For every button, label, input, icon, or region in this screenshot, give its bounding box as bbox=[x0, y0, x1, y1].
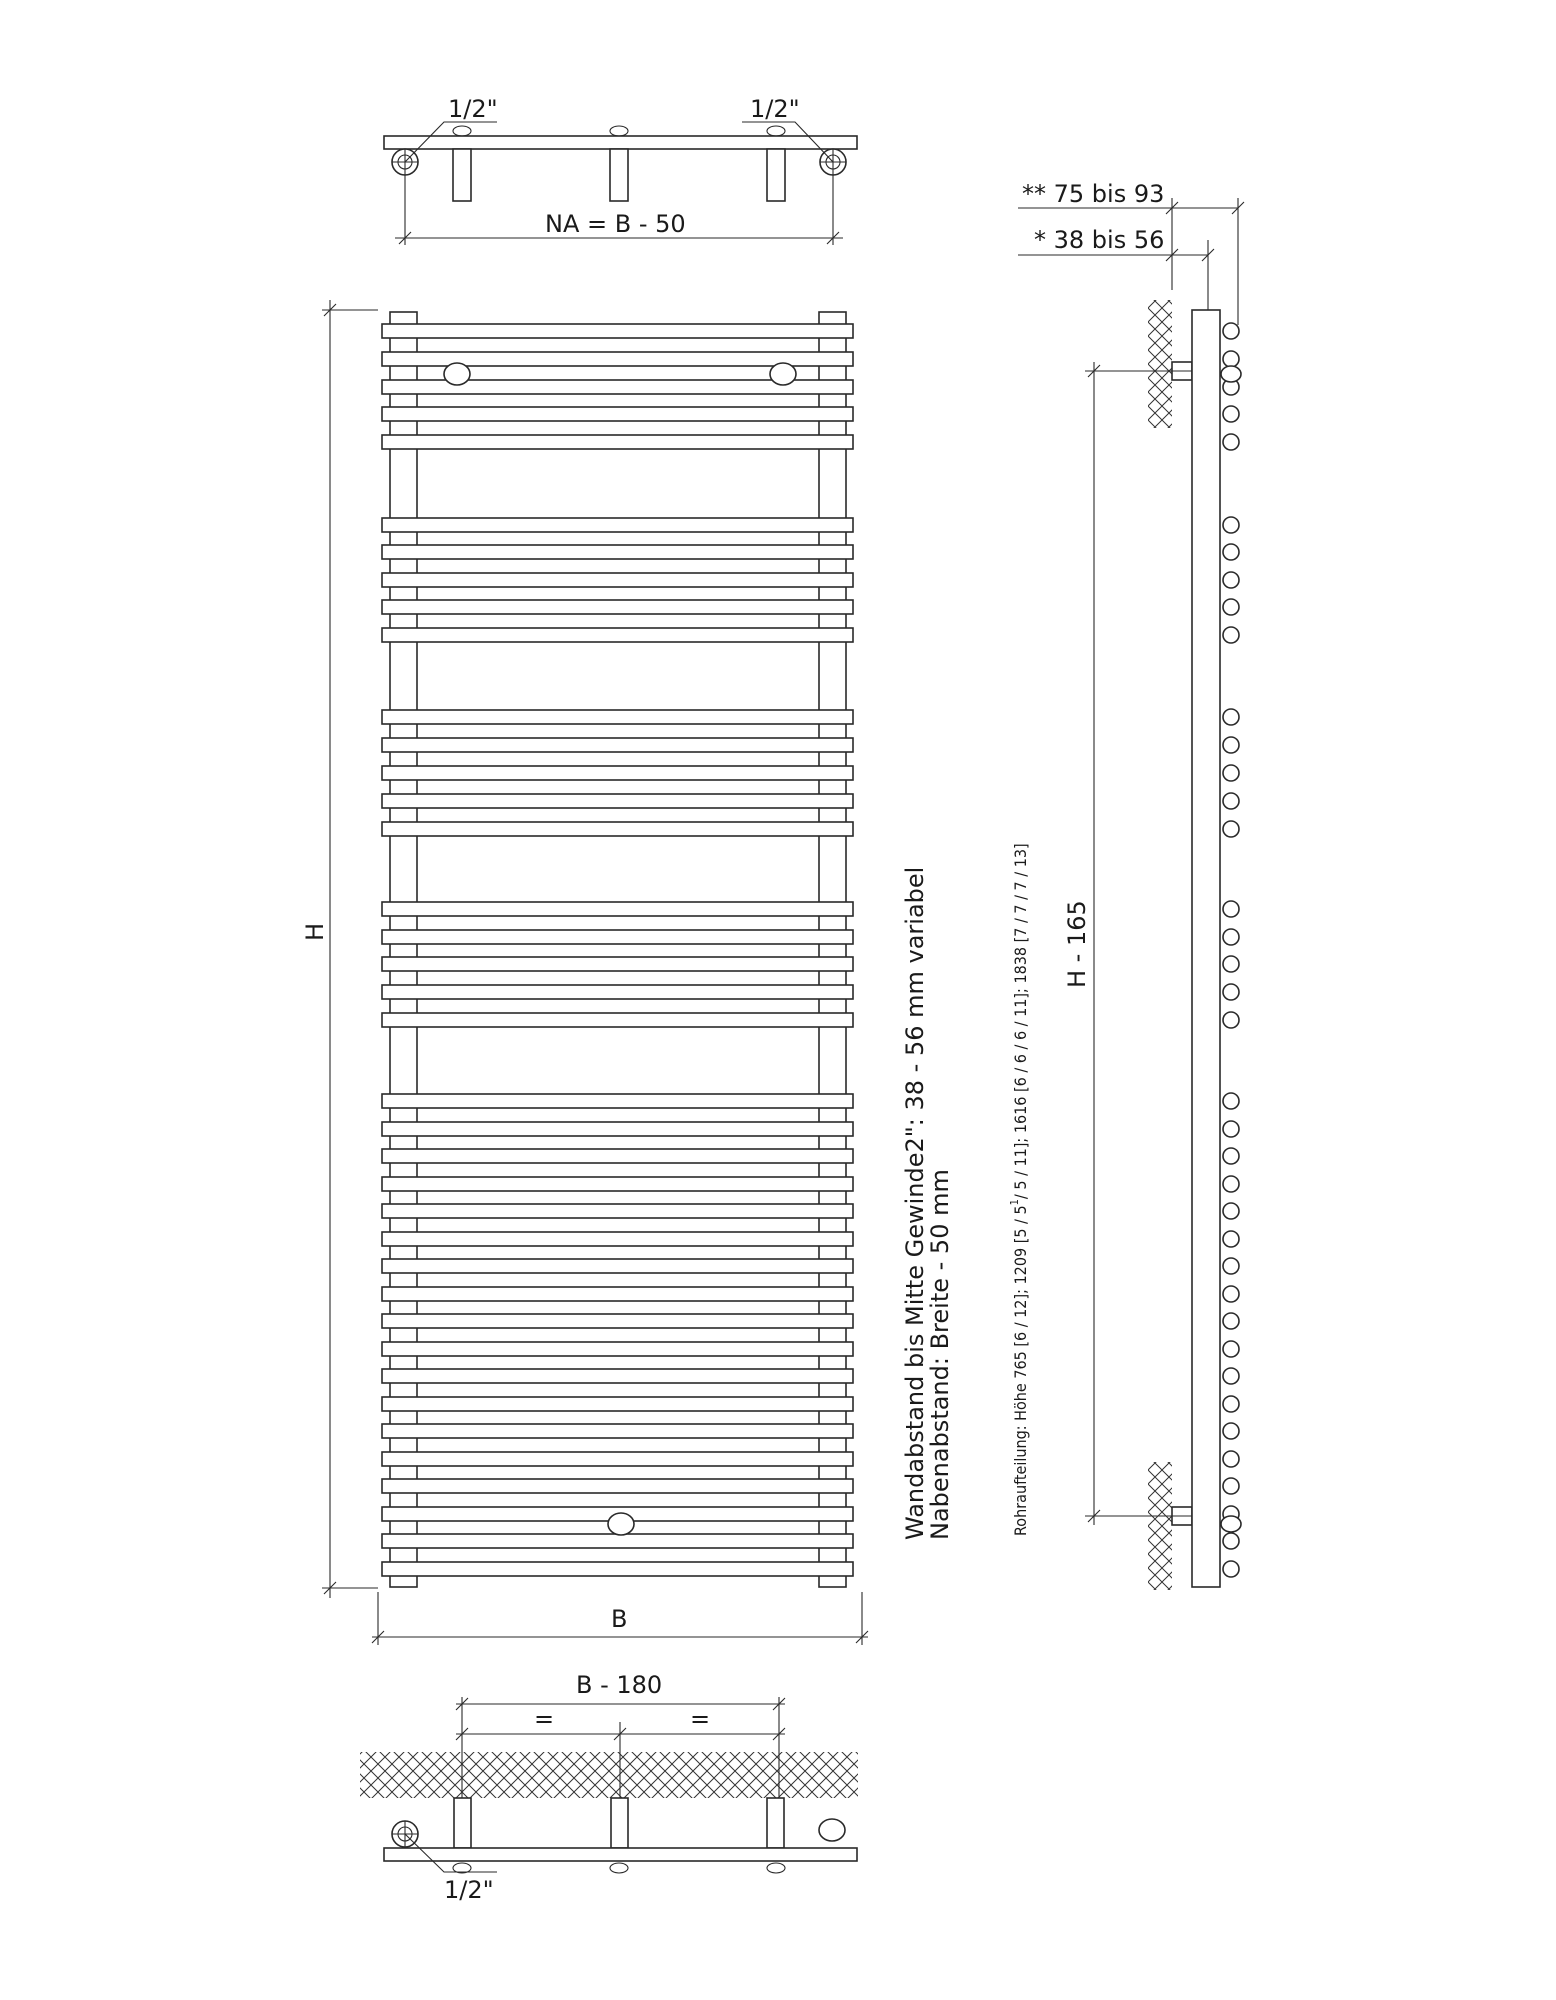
side-tube-end bbox=[1223, 1176, 1239, 1192]
top-view-bar bbox=[384, 136, 857, 149]
side-tube-end bbox=[1223, 1341, 1239, 1357]
top-view-peg-left bbox=[453, 149, 471, 201]
horizontal-tube bbox=[382, 985, 853, 999]
bottom-view-bar bbox=[384, 1848, 857, 1861]
side-tube-end bbox=[1223, 737, 1239, 753]
horizontal-tube bbox=[382, 1342, 853, 1356]
side-tube-end bbox=[1223, 599, 1239, 615]
side-tube-end bbox=[1223, 1533, 1239, 1549]
horizontal-tube bbox=[382, 957, 853, 971]
side-tube-end bbox=[1223, 1423, 1239, 1439]
equal-right-label: = bbox=[690, 1705, 711, 1733]
horizontal-tube bbox=[382, 930, 853, 944]
horizontal-tube bbox=[382, 738, 853, 752]
horizontal-tube bbox=[382, 600, 853, 614]
side-tube-end bbox=[1223, 406, 1239, 422]
note-hub-distance: Nabenabstand: Breite - 50 mm bbox=[926, 1169, 954, 1540]
side-tube-group bbox=[1223, 323, 1239, 1577]
side-tube-end bbox=[1223, 1203, 1239, 1219]
front-view bbox=[301, 300, 868, 1645]
side-tube-end bbox=[1223, 1258, 1239, 1274]
connection-oval-left bbox=[444, 363, 470, 385]
side-tube-end bbox=[1223, 765, 1239, 781]
horizontal-tube bbox=[382, 1177, 853, 1191]
top-view bbox=[384, 95, 857, 245]
bottom-connection-oval bbox=[819, 1819, 845, 1841]
horizontal-tube bbox=[382, 435, 853, 449]
horizontal-tube bbox=[382, 324, 853, 338]
bottom-peg-left bbox=[454, 1798, 471, 1848]
horizontal-tube bbox=[382, 822, 853, 836]
height-label: H bbox=[301, 922, 329, 941]
horizontal-tube bbox=[382, 1094, 853, 1108]
side-tube-end bbox=[1223, 1286, 1239, 1302]
top-left-thread-label: 1/2" bbox=[448, 95, 498, 123]
connection-oval-bottom bbox=[608, 1513, 634, 1535]
side-tube-end bbox=[1223, 434, 1239, 450]
horizontal-tube bbox=[382, 1562, 853, 1576]
wall-distance-max-label: ** 75 bis 93 bbox=[1022, 180, 1165, 208]
side-tube-end bbox=[1223, 351, 1239, 367]
hub-distance-label: NA = B - 50 bbox=[545, 210, 686, 238]
side-tube-end bbox=[1223, 1093, 1239, 1109]
side-tube-end bbox=[1223, 901, 1239, 917]
note-wall-distance: Wandabstand bis Mitte Gewinde2": 38 - 56 mm variabel bbox=[901, 866, 929, 1540]
wall-hatch-lower bbox=[1148, 1462, 1172, 1590]
horizontal-tube bbox=[382, 1232, 853, 1246]
side-tube-end bbox=[1223, 1396, 1239, 1412]
horizontal-tube bbox=[382, 1397, 853, 1411]
horizontal-tube bbox=[382, 1149, 853, 1163]
side-tube-end bbox=[1223, 1561, 1239, 1577]
side-tube-end bbox=[1223, 1313, 1239, 1329]
horizontal-tube bbox=[382, 1314, 853, 1328]
bottom-width-label: B - 180 bbox=[576, 1671, 663, 1699]
side-tube-end bbox=[1223, 821, 1239, 837]
wall-hatch-upper bbox=[1148, 300, 1172, 428]
horizontal-tube bbox=[382, 1424, 853, 1438]
side-tube-end bbox=[1223, 1368, 1239, 1384]
horizontal-tube bbox=[382, 628, 853, 642]
horizontal-tube bbox=[382, 1479, 853, 1493]
horizontal-tube bbox=[382, 902, 853, 916]
horizontal-tube bbox=[382, 710, 853, 724]
collector-left bbox=[390, 312, 417, 1587]
horizontal-tube bbox=[382, 518, 853, 532]
horizontal-tube bbox=[382, 1204, 853, 1218]
tube-group bbox=[382, 324, 853, 1576]
horizontal-tube bbox=[382, 1452, 853, 1466]
side-tube-end bbox=[1223, 323, 1239, 339]
wall-hatch-bottom bbox=[360, 1752, 858, 1798]
collector-right bbox=[819, 312, 846, 1587]
bottom-thread-label: 1/2" bbox=[444, 1876, 494, 1904]
bottom-peg-middle bbox=[611, 1798, 628, 1848]
width-label: B bbox=[611, 1605, 628, 1633]
side-tube-end bbox=[1223, 1121, 1239, 1137]
equal-left-label: = bbox=[534, 1705, 555, 1733]
horizontal-tube bbox=[382, 573, 853, 587]
side-tube-end bbox=[1223, 1478, 1239, 1494]
side-tube-end bbox=[1223, 1231, 1239, 1247]
notes bbox=[901, 843, 1030, 1540]
horizontal-tube bbox=[382, 1369, 853, 1383]
horizontal-tube bbox=[382, 1534, 853, 1548]
side-tube-end bbox=[1223, 1148, 1239, 1164]
connection-oval-right bbox=[770, 363, 796, 385]
horizontal-tube bbox=[382, 794, 853, 808]
side-tube-end bbox=[1223, 984, 1239, 1000]
side-view bbox=[1018, 180, 1244, 1590]
note-tube-division: Rohraufteilung: Höhe 765 [6 / 12]; 1209 [$5 / 5^1/$ 5 / 11]; 1616 [6 / 6 / 6 / 11]; 1838 [7 / 7 / 7 / 13] bbox=[1008, 843, 1030, 1536]
horizontal-tube bbox=[382, 766, 853, 780]
top-right-thread-label: 1/2" bbox=[750, 95, 800, 123]
bottom-peg-right bbox=[767, 1798, 784, 1848]
side-height-label: H - 165 bbox=[1063, 900, 1091, 988]
wall-distance-min-label: * 38 bis 56 bbox=[1034, 226, 1165, 254]
horizontal-tube bbox=[382, 1122, 853, 1136]
side-tube-end bbox=[1223, 929, 1239, 945]
side-tube-end bbox=[1223, 544, 1239, 560]
bottom-view bbox=[360, 1671, 858, 1904]
side-tube-end bbox=[1223, 517, 1239, 533]
horizontal-tube bbox=[382, 545, 853, 559]
side-tube-end bbox=[1223, 627, 1239, 643]
side-tube-end bbox=[1223, 1451, 1239, 1467]
horizontal-tube bbox=[382, 1013, 853, 1027]
horizontal-tube bbox=[382, 1259, 853, 1273]
side-tube-end bbox=[1223, 1012, 1239, 1028]
side-tube-end bbox=[1223, 793, 1239, 809]
side-collector bbox=[1192, 310, 1220, 1587]
top-view-peg-middle bbox=[610, 149, 628, 201]
side-tube-end bbox=[1223, 709, 1239, 725]
top-view-peg-right bbox=[767, 149, 785, 201]
horizontal-tube bbox=[382, 407, 853, 421]
horizontal-tube bbox=[382, 1287, 853, 1301]
side-tube-end bbox=[1223, 956, 1239, 972]
side-tube-end bbox=[1223, 572, 1239, 588]
